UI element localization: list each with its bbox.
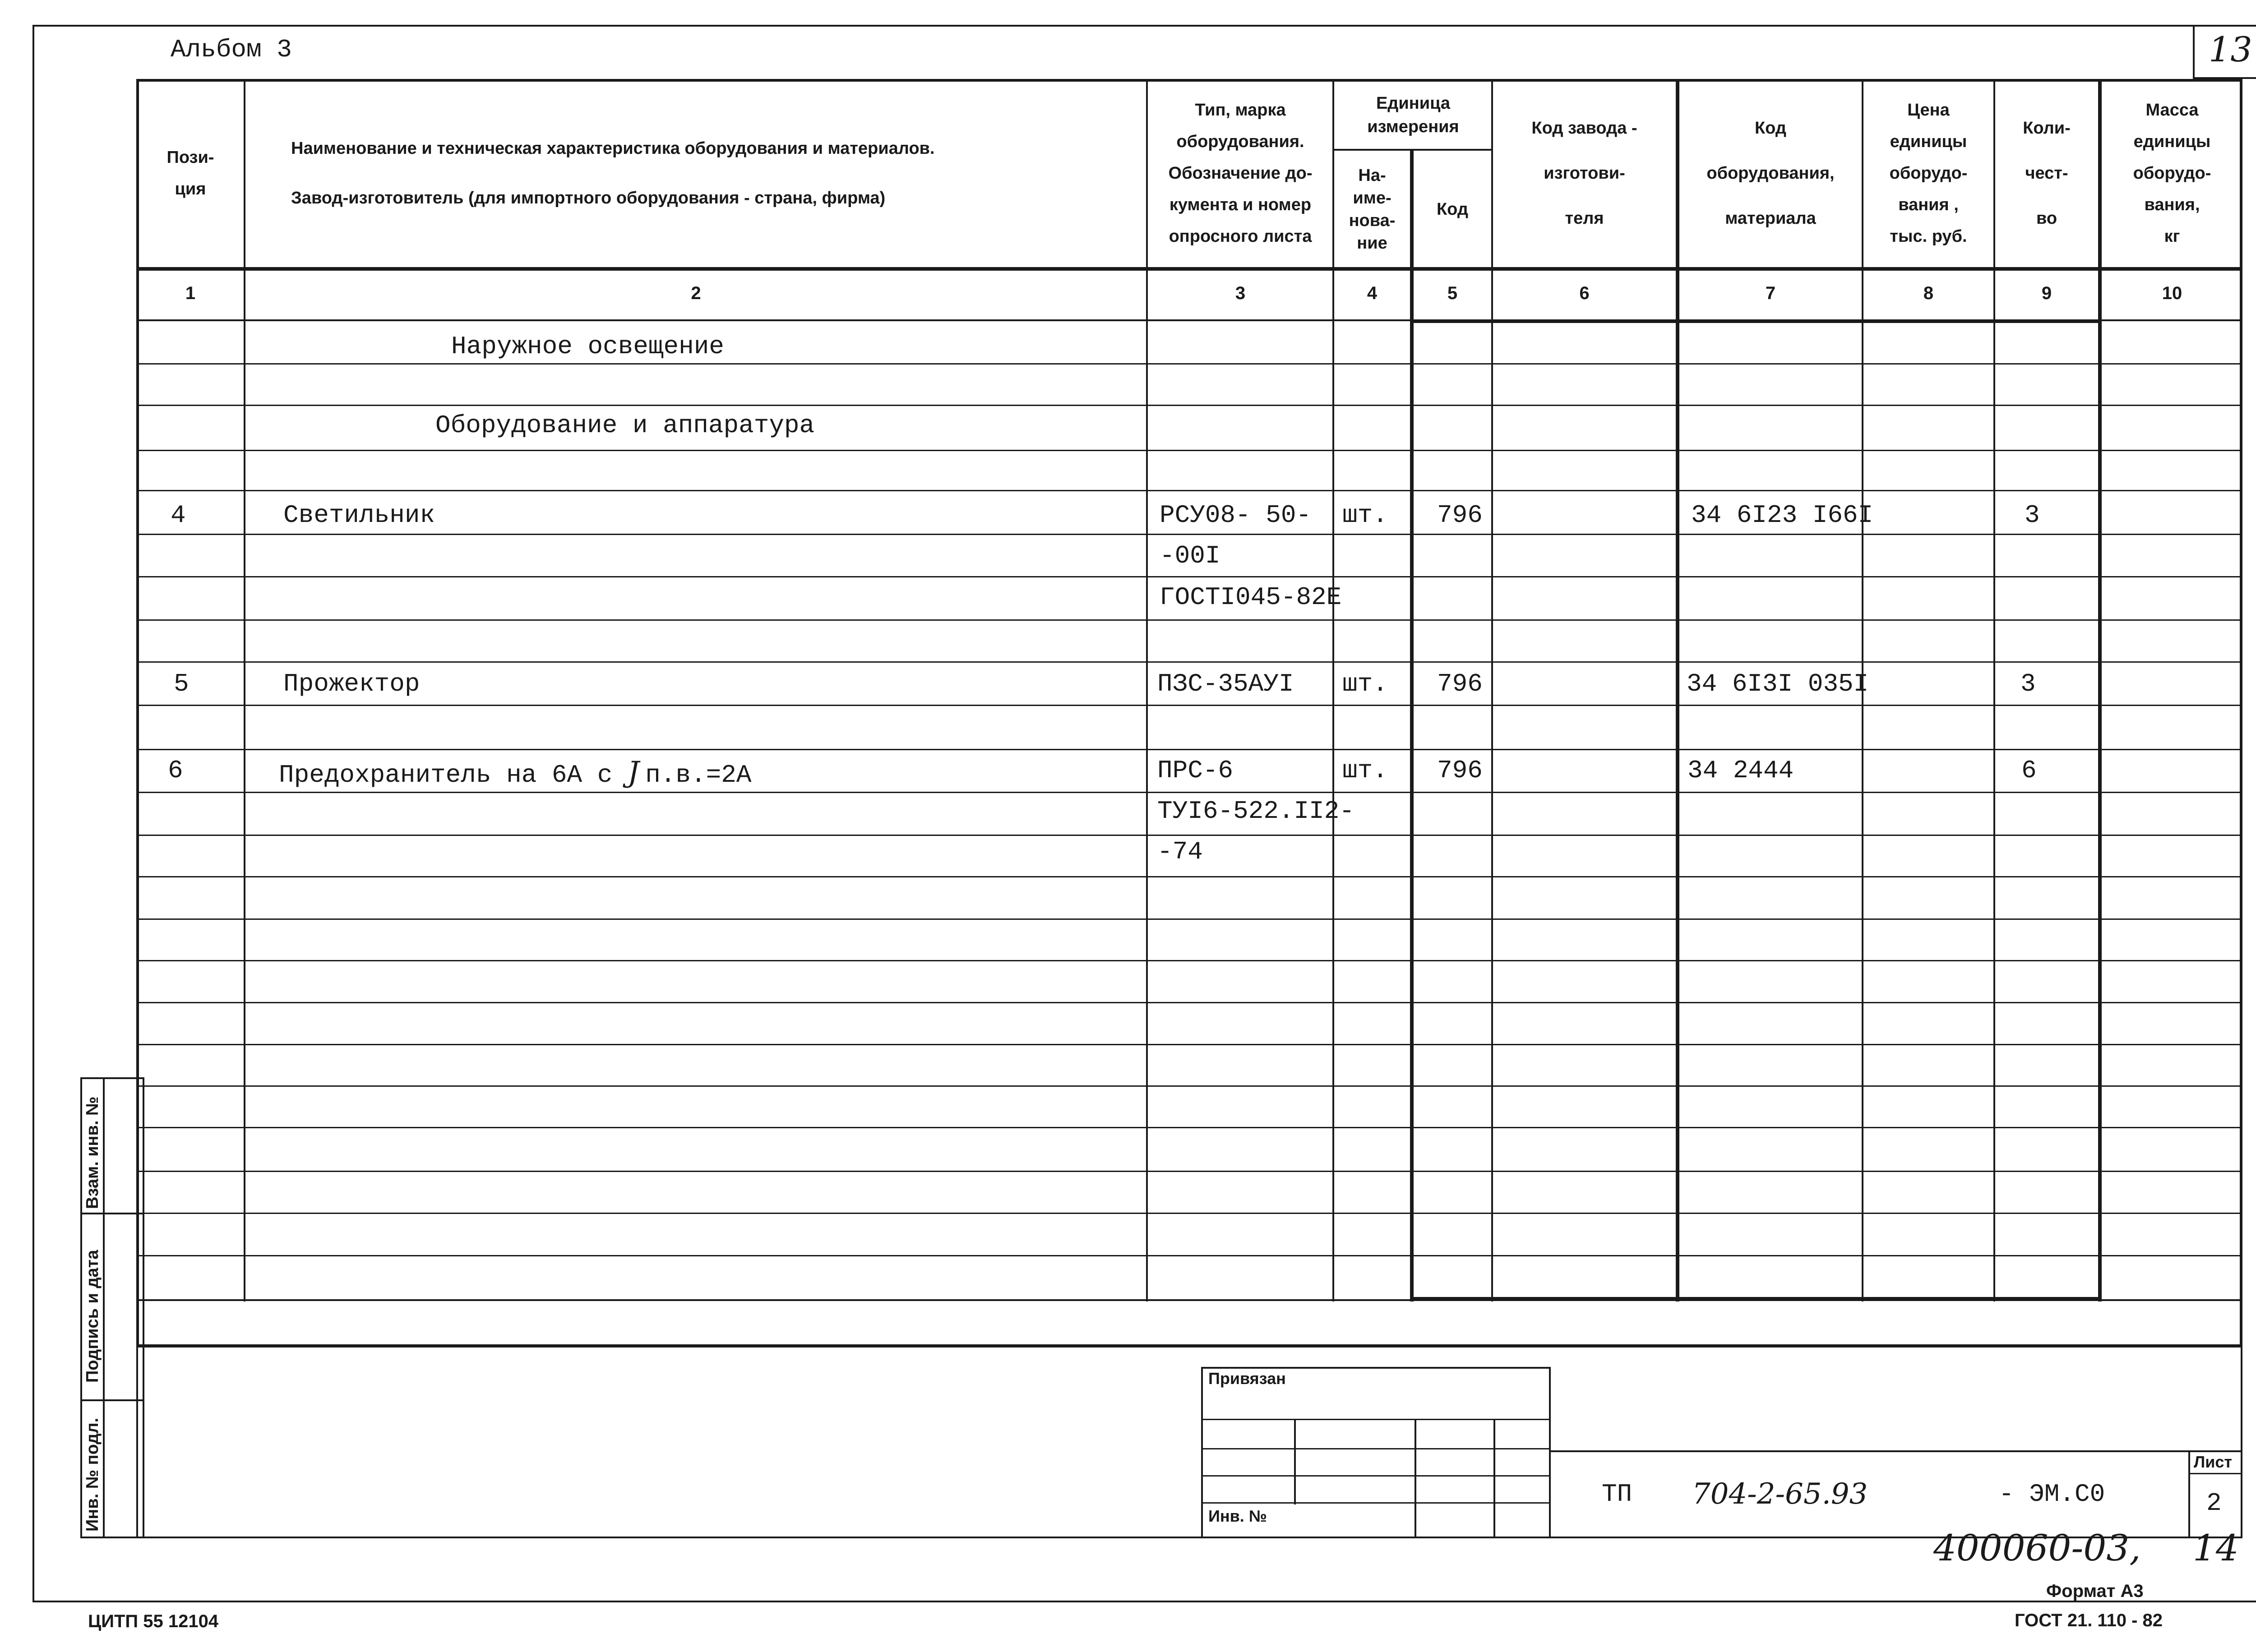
col-header-7: Код оборудования, материала bbox=[1706, 118, 1835, 228]
col-header-10: Масса единицы оборудо- вания, кг bbox=[2133, 100, 2211, 246]
bold-box-bottom bbox=[1410, 1297, 2102, 1301]
row6-type-line3: -74 bbox=[1157, 837, 1203, 866]
format-label: Формат А3 bbox=[2046, 1581, 2144, 1601]
col-header-5: Код bbox=[1436, 199, 1469, 219]
row6-name bbox=[279, 758, 751, 788]
row-line bbox=[136, 1002, 2242, 1003]
row-line bbox=[136, 792, 2242, 793]
row-line bbox=[136, 1127, 2242, 1128]
privyazan-line-4 bbox=[1201, 1502, 1551, 1504]
col-number-3: 3 bbox=[1235, 283, 1246, 303]
col-number-7: 7 bbox=[1765, 283, 1776, 303]
row4-position: 4 bbox=[171, 501, 186, 530]
list-label: Лист bbox=[2194, 1453, 2233, 1471]
row-line bbox=[136, 705, 2242, 706]
row-line bbox=[136, 450, 2242, 451]
side-stamp-inv-podl: Инв. № подл. bbox=[83, 1417, 102, 1532]
row-line bbox=[136, 1171, 2242, 1172]
row-line bbox=[136, 1255, 2242, 1256]
archive-page-handwritten: 14 bbox=[2193, 1527, 2239, 1569]
row-line bbox=[136, 405, 2242, 406]
col-number-8: 8 bbox=[1923, 283, 1934, 303]
row4-type-line2: -00I bbox=[1160, 541, 1220, 570]
row6-type: ПРС-6 bbox=[1157, 756, 1234, 785]
row5-qty: 3 bbox=[2020, 669, 2036, 698]
privyazan-line-2 bbox=[1201, 1448, 1551, 1449]
col-divider-9 bbox=[2098, 79, 2102, 1301]
row-line bbox=[136, 1213, 2242, 1214]
row6-unit: шт. bbox=[1342, 756, 1388, 785]
row-line bbox=[136, 619, 2242, 621]
row4-type: РСУ08- 50- bbox=[1160, 501, 1312, 530]
side-stamp-line-1 bbox=[80, 1213, 144, 1214]
row-line bbox=[136, 876, 2242, 877]
col-number-1: 1 bbox=[185, 283, 196, 303]
bottom-frame bbox=[136, 1344, 2242, 1538]
row6-name-text: Предохранитель на 6А с bbox=[279, 761, 613, 789]
album-label: Альбом 3 bbox=[171, 35, 292, 64]
privyazan-col-2 bbox=[1415, 1419, 1416, 1538]
col-number-9: 9 bbox=[2041, 283, 2052, 303]
row6-position: 6 bbox=[168, 756, 183, 785]
row6-equip-code: 34 2444 bbox=[1687, 756, 1794, 785]
col-number-10: 10 bbox=[2162, 283, 2182, 303]
privyazan-line-3 bbox=[1201, 1475, 1551, 1477]
privyazan-label: Привязан bbox=[1208, 1369, 1286, 1388]
col-header-8: Цена единицы оборудо- вания , тыс. руб. bbox=[1889, 100, 1968, 246]
section-title-equipment: Оборудование и аппаратура bbox=[435, 411, 815, 440]
section-title-outdoor-lighting: Наружное освещение bbox=[451, 332, 724, 361]
row-line bbox=[136, 534, 2242, 535]
row5-position: 5 bbox=[174, 669, 189, 698]
side-stamp-podpis: Подпись и дата bbox=[83, 1250, 102, 1383]
col-header-9: Коли- чест- во bbox=[2023, 118, 2071, 228]
side-stamp-divider bbox=[103, 1077, 105, 1538]
col-divider-6 bbox=[1676, 79, 1679, 1301]
row-line bbox=[136, 1044, 2242, 1045]
side-stamp-line-2 bbox=[80, 1399, 144, 1401]
col-number-5: 5 bbox=[1447, 283, 1458, 303]
bold-box-top bbox=[1410, 319, 2102, 323]
row4-equip-code: 34 6I23 I66I bbox=[1691, 501, 1873, 530]
row-line bbox=[136, 363, 2242, 365]
row4-unit: шт. bbox=[1342, 501, 1388, 530]
row-line bbox=[136, 490, 2242, 491]
row-line bbox=[136, 661, 2242, 663]
col-header-4: На- име- нова- ние bbox=[1349, 166, 1396, 253]
row5-type: ПЗС-35АУI bbox=[1157, 669, 1294, 698]
list-box-divider bbox=[2188, 1473, 2242, 1474]
side-stamp-vzam: Взам. инв. № bbox=[83, 1096, 102, 1209]
row4-qty: 3 bbox=[2025, 501, 2040, 530]
col-header-6: Код завода - изготови- теля bbox=[1531, 118, 1637, 228]
row5-unit: шт. bbox=[1342, 669, 1388, 698]
archive-number-handwritten: 400060-03, bbox=[1933, 1527, 2141, 1569]
row-line bbox=[136, 1085, 2242, 1087]
col-number-6: 6 bbox=[1579, 283, 1590, 303]
doc-code-handwritten: 704-2-65.93 bbox=[1692, 1477, 1868, 1511]
row6-code: 796 bbox=[1437, 756, 1483, 785]
col-divider-2 bbox=[1146, 79, 1148, 1301]
row6-qty: 6 bbox=[2021, 756, 2037, 785]
row6-current-symbol: J bbox=[627, 756, 639, 789]
page-number-handwritten: 13 bbox=[2209, 29, 2252, 69]
row4-type-line3: ГОСТI045-82Е bbox=[1160, 583, 1342, 612]
col-header-1: Пози- ция bbox=[166, 148, 214, 198]
row-line bbox=[136, 960, 2242, 961]
citp-label: ЦИТП 55 12104 bbox=[88, 1611, 219, 1631]
col-header-2: Наименование и техническая характеристика оборудования и материалов. Завод-изготовитель (для импортного оборудования - страна, фирма) bbox=[291, 138, 935, 208]
col-header-3: Тип, марка оборудования. Обозначение до- кумента и номер опросного листа bbox=[1168, 100, 1313, 246]
inv-no-label: Инв. № bbox=[1208, 1507, 1267, 1525]
row-line bbox=[136, 918, 2242, 920]
row5-name: Прожектор bbox=[283, 669, 420, 698]
privyazan-col-3 bbox=[1493, 1419, 1495, 1538]
gost-label: ГОСТ 21. 110 - 82 bbox=[2015, 1610, 2163, 1630]
title-block-top bbox=[1551, 1450, 2242, 1452]
tp-label: ТП bbox=[1602, 1480, 1632, 1509]
row4-name: Светильник bbox=[283, 501, 435, 530]
row5-equip-code: 34 6I3I 035I bbox=[1687, 669, 1869, 698]
col-number-4: 4 bbox=[1367, 283, 1378, 303]
list-value: 2 bbox=[2206, 1489, 2222, 1518]
row5-code: 796 bbox=[1437, 669, 1483, 698]
row-line bbox=[136, 576, 2242, 577]
row6-type-line2: ТУI6-522.II2- bbox=[1157, 797, 1355, 826]
row4-code: 796 bbox=[1437, 501, 1483, 530]
privyazan-col-1 bbox=[1294, 1419, 1296, 1504]
unit-group-header: Единица измерения bbox=[1367, 94, 1459, 136]
header-bottom-line bbox=[136, 267, 2242, 271]
col-number-2: 2 bbox=[691, 283, 701, 303]
doc-suffix: - ЭМ.С0 bbox=[1999, 1480, 2105, 1509]
row-line bbox=[136, 749, 2242, 750]
privyazan-line-1 bbox=[1201, 1419, 1551, 1420]
row-line bbox=[136, 835, 2242, 836]
row6-name-suffix: п.в.=2А bbox=[645, 761, 752, 789]
